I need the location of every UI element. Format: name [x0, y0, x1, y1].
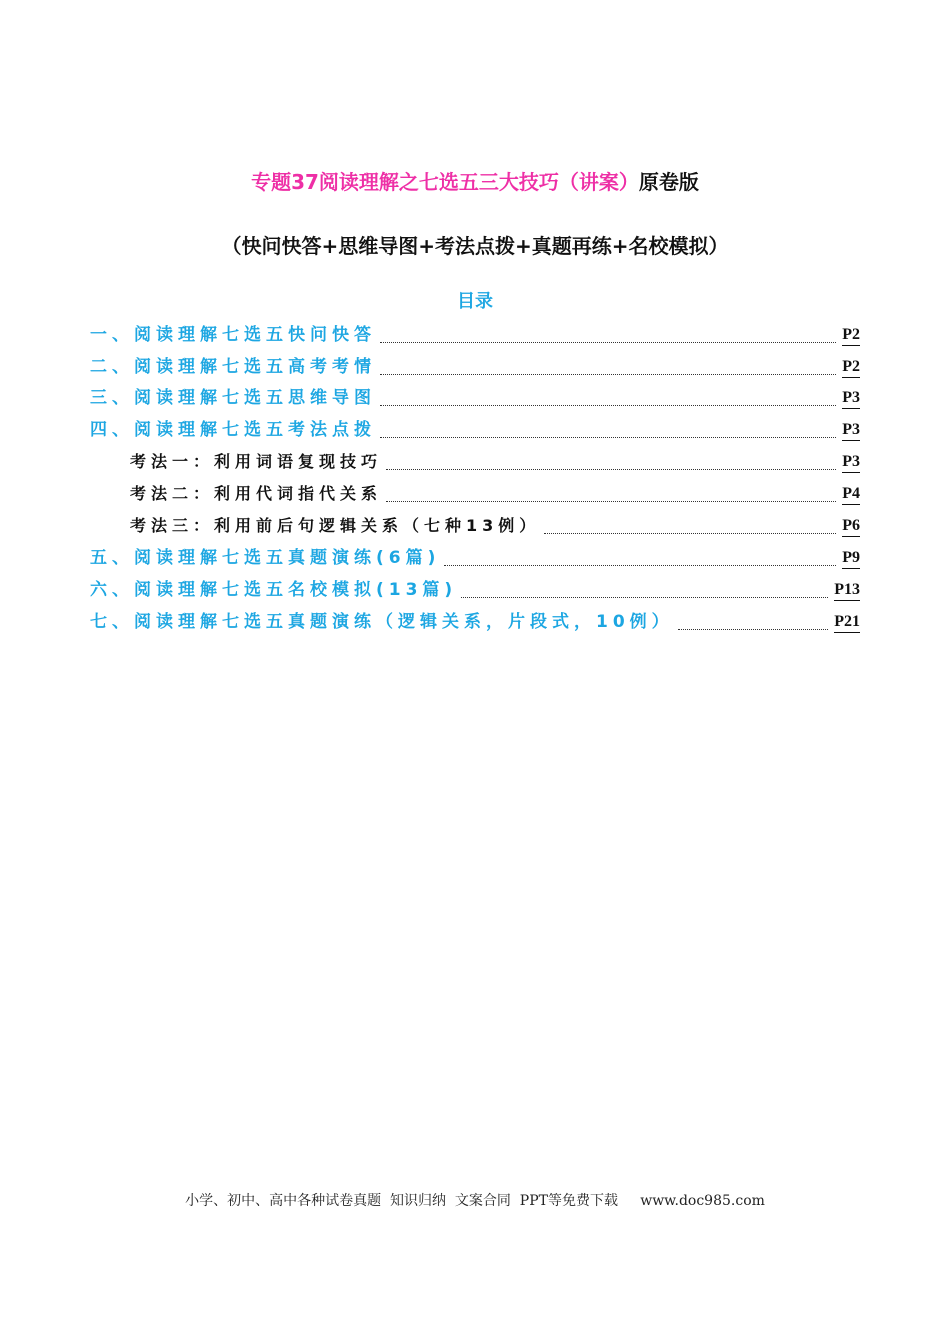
toc-item[interactable] — [90, 322, 860, 346]
toc-subitem[interactable] — [130, 449, 860, 473]
toc-item[interactable] — [90, 609, 860, 633]
document-subtitle: （快问快答+思维导图+考法点拨+真题再练+名校模拟） — [221, 234, 729, 258]
toc-item-page: P2 — [842, 325, 860, 346]
toc-leader-dots — [386, 500, 836, 502]
toc-item-label: 一、阅读理解七选五快问快答 — [90, 325, 376, 345]
toc-leader-dots — [444, 564, 836, 566]
toc-item-page: P4 — [842, 484, 860, 505]
toc-item[interactable] — [90, 417, 860, 441]
toc-item-page: P21 — [834, 612, 860, 633]
toc-subitem[interactable] — [130, 513, 860, 537]
toc-leader-dots — [386, 468, 836, 470]
toc-item[interactable] — [90, 545, 860, 569]
toc-item-label: 考法三：利用前后句逻辑关系（七种13例） — [130, 516, 541, 535]
toc-item-page: P13 — [834, 580, 860, 601]
page-footer: 小学、初中、高中各种试卷真题 知识归纳 文案合同 PPT等免费下载 www.doc985.com — [185, 1193, 765, 1209]
title-main: 专题37阅读理解之七选五三大技巧（讲案） — [251, 170, 639, 194]
toc-item-page: P6 — [842, 516, 860, 537]
toc-item-label: 四、阅读理解七选五考法点拨 — [90, 420, 376, 440]
toc-item[interactable] — [90, 354, 860, 378]
toc-item-label: 考法一：利用词语复现技巧 — [130, 452, 383, 471]
toc-subitem[interactable] — [130, 481, 860, 505]
toc-item[interactable] — [90, 385, 860, 409]
title-suffix: 原卷版 — [638, 170, 699, 194]
toc-leader-dots — [544, 532, 836, 534]
toc-heading: 目录 — [457, 291, 493, 312]
toc-item-label: 七、阅读理解七选五真题演练（逻辑关系，片段式，10例） — [90, 612, 674, 632]
toc-leader-dots — [380, 404, 836, 406]
toc-item-label: 二、阅读理解七选五高考考情 — [90, 357, 376, 377]
toc-item[interactable] — [90, 577, 860, 601]
toc-item-page: P3 — [842, 388, 860, 409]
toc-leader-dots — [678, 628, 829, 630]
toc-item-label: 五、阅读理解七选五真题演练(6篇) — [90, 548, 441, 568]
document-title — [0, 168, 950, 196]
toc-leader-dots — [380, 373, 836, 375]
toc-item-label: 三、阅读理解七选五思维导图 — [90, 388, 376, 408]
toc-leader-dots — [461, 596, 828, 598]
toc-item-label: 考法二：利用代词指代关系 — [130, 484, 383, 503]
toc-leader-dots — [380, 341, 836, 343]
toc-leader-dots — [380, 436, 836, 438]
toc-item-page: P3 — [842, 452, 860, 473]
toc-item-page: P3 — [842, 420, 860, 441]
toc-item-page: P2 — [842, 357, 860, 378]
toc-item-label: 六、阅读理解七选五名校模拟(13篇) — [90, 580, 458, 600]
toc-item-page: P9 — [842, 548, 860, 569]
